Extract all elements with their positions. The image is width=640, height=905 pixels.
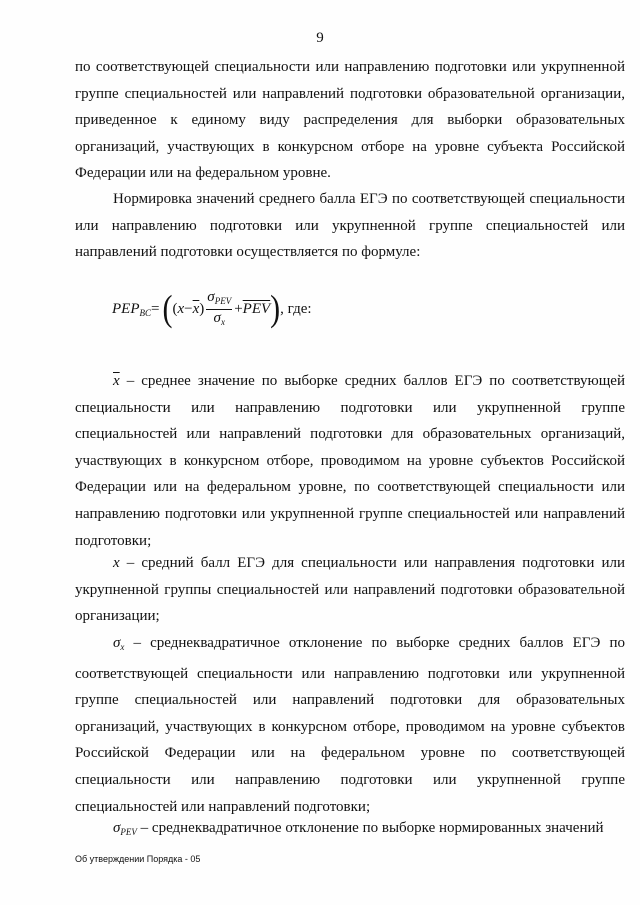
formula-x-mean: $\overline{x}$: [192, 300, 200, 317]
formula-minus: −: [184, 300, 193, 317]
formula: [112, 289, 312, 329]
page-number: 9: [316, 30, 324, 46]
formula-close-paren: ): [270, 287, 281, 329]
definition-x-mean: $\overline{x}$ – среднее значение по выборке средних баллов ЕГЭ по соответствующей специальности или направлению подготовки или укрупненной группе специальностей или направлений подготовки для образовательных организаций, участвующих в конкурсном отборе, проводимом на уровне субъектов Российской Федерации или на федеральном уровне, по соответствующей специальности или направлению подготовки или укрупненной группе специальностей или направлений подготовки;: [75, 373, 625, 549]
definition-sigma-x: $\sigma_x$ – среднеквадратичное отклонение по выборке средних баллов ЕГЭ по соответствующей специальности или направлению подготовки или укрупненной группе специальностей или направлений подготовки для образовательных организаций, участвующих в конкурсном отборе, проводимом на уровне субъектов Российской Федерации или на федеральном уровне по соответствующей специальности или направлению подготовки или укрупненной группе специальностей или направлений подготовки;: [75, 635, 625, 815]
definition-x: x – средний балл ЕГЭ для специальности или направления подготовки или укрупненной группы специальностей или направлений подготовки образовательной организации;: [75, 555, 625, 625]
formula-plus: +: [234, 300, 243, 317]
symbol-x-mean: $\overline{x}$: [113, 373, 120, 389]
formula-lhs: $PEP_{BC}$: [112, 300, 152, 318]
formula-denominator: $\sigma_x$: [213, 309, 225, 327]
formula-pev-mean: $\overline{PEV}$: [242, 300, 271, 317]
formula-numerator: $\sigma_{PEV}$: [206, 290, 232, 310]
formula-inner-close: ): [199, 300, 205, 317]
formula-equals: =: [151, 300, 160, 317]
formula-open-paren: (: [162, 287, 173, 329]
formula-where: , где:: [280, 300, 312, 317]
formula-inner-open: (: [172, 300, 178, 317]
symbol-x: x: [113, 555, 120, 571]
formula-x: x: [177, 300, 185, 317]
definition-sigma-pev: $\sigma_{PEV}$ – среднеквадратичное отклонение по выборке нормированных значений: [113, 820, 604, 837]
symbol-sigma-pev: $\sigma_{PEV}$: [113, 820, 137, 837]
symbol-sigma-x: $\sigma_x$: [113, 635, 125, 652]
formula-fraction: [206, 290, 232, 329]
paragraph-normalization: Нормировка значений среднего балла ЕГЭ по соответствующей специальности или направлению подготовки или укрупненной группе специальностей или направлений подготовки осуществляется по формуле:: [75, 191, 625, 261]
footer-note: Об утверждении Порядка - 05: [75, 854, 201, 864]
paragraph-intro: по соответствующей специальности или направлению подготовки или укрупненной группе специальностей или направлений подготовки образовательной организации, приведенное к единому виду распределения для выборки образовательных организаций, участвующих в конкурсном отборе на уровне субъекта Российской Федерации или на федеральном уровне.: [75, 59, 625, 182]
